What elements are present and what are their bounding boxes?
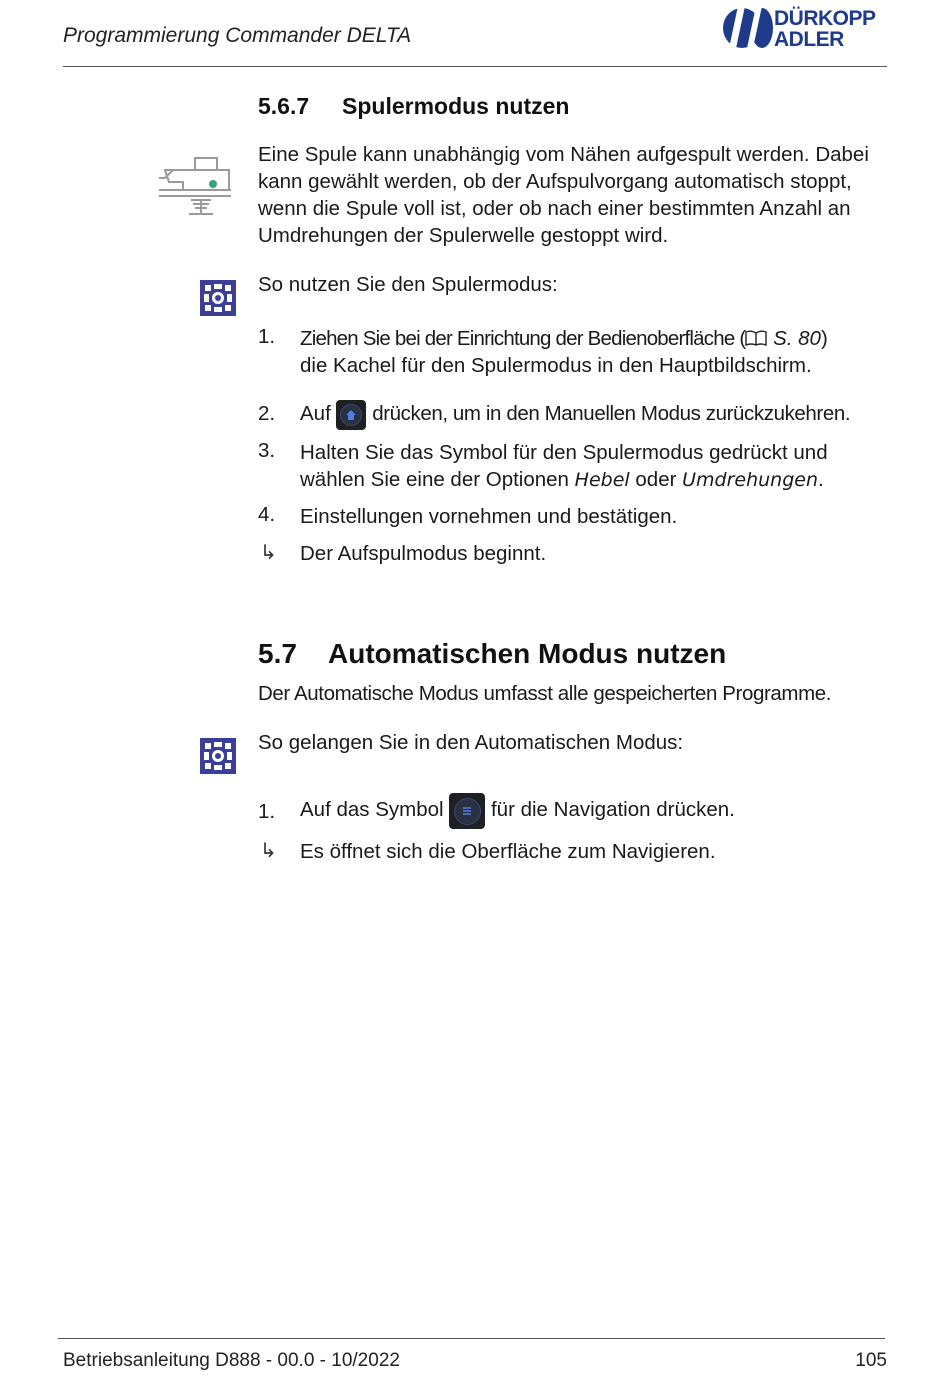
result-text: Der Aufspulmodus beginnt. — [300, 542, 547, 565]
company-logo — [722, 6, 890, 52]
procedure-lead: So gelangen Sie in den Automatischen Modus: — [258, 731, 684, 754]
header-divider — [63, 66, 887, 67]
logo-line-2: ADLER — [774, 28, 844, 51]
navigation-button[interactable] — [449, 793, 485, 829]
menu-icon — [462, 806, 472, 816]
home-icon — [345, 409, 357, 421]
section-heading-5-6-7 — [258, 93, 569, 120]
sewing-machine-icon — [155, 156, 235, 218]
step-text-part: Auf — [300, 402, 331, 425]
running-header-title: Programmierung Commander DELTA — [63, 24, 412, 47]
procedure-lead: So nutzen Sie den Spulermodus: — [258, 273, 558, 296]
home-button[interactable] — [336, 400, 366, 430]
footer-document-id: Betriebsanleitung D888 - 00.0 - 10/2022 — [63, 1350, 400, 1371]
section-heading-5-7 — [258, 638, 726, 670]
step-text-part: Halten Sie das Symbol für den Spulermodus gedrückt und wählen Sie eine der Optionen — [300, 441, 828, 491]
result-arrow-icon: ↳ — [260, 542, 277, 564]
step-text — [300, 439, 890, 494]
control-panel-icon — [200, 738, 236, 774]
step-text-part: Auf das Symbol — [300, 798, 444, 821]
step-text-part: drücken, um in den Manuellen Modus zurückzukehren. — [372, 402, 851, 425]
result-text: Es öffnet sich die Oberfläche zum Navigieren. — [300, 840, 716, 863]
step-text-part: . — [818, 468, 824, 491]
section-title: Spulermodus nutzen — [342, 93, 570, 119]
step-text-part: oder — [635, 468, 677, 491]
result-arrow-icon: ↳ — [260, 840, 277, 862]
logo-mark-icon — [722, 6, 774, 50]
step-number: 3. — [258, 439, 276, 462]
logo-line-1: DÜRKOPP — [774, 7, 876, 30]
step-text-part: ) — [820, 327, 828, 350]
step-text-part: die Kachel für den Spulermodus in den Hauptbildschirm. — [300, 354, 812, 377]
control-panel-icon — [200, 280, 236, 316]
step-text: Einstellungen vornehmen und bestätigen. — [300, 505, 678, 528]
step-text — [300, 790, 890, 830]
step-text — [300, 325, 890, 379]
footer-divider — [58, 1338, 885, 1339]
step-number: 2. — [258, 402, 276, 425]
step-text — [300, 398, 890, 430]
step-number: 1. — [258, 325, 276, 348]
section-number: 5.6.7 — [258, 93, 310, 119]
page-number: 105 — [855, 1350, 887, 1371]
step-number: 4. — [258, 503, 276, 526]
section-number: 5.7 — [258, 638, 297, 669]
book-reference-icon — [745, 330, 767, 346]
section-intro-paragraph: Eine Spule kann unabhängig vom Nähen aufgespult werden. Dabei kann gewählt werden, ob der Aufspulvorgang automatisch stoppt, wenn die Spule voll ist, oder ob nach einer bestimmten Anzahl an Umdrehungen der Spulerwelle gestoppt wird. — [258, 143, 869, 247]
step-text-part: Ziehen Sie bei der Einrichtung der Bedienoberfläche ( — [300, 327, 746, 350]
option-hebel: Hebel — [574, 469, 630, 491]
step-number: 1. — [258, 800, 276, 823]
step-text-part: für die Navigation drücken. — [490, 798, 735, 821]
option-umdrehungen: Umdrehungen — [682, 469, 819, 491]
section-intro-paragraph: Der Automatische Modus umfasst alle gespeicherten Programme. — [258, 682, 832, 705]
page-reference-link[interactable]: S. 80 — [773, 327, 821, 350]
section-title: Automatischen Modus nutzen — [328, 638, 727, 669]
